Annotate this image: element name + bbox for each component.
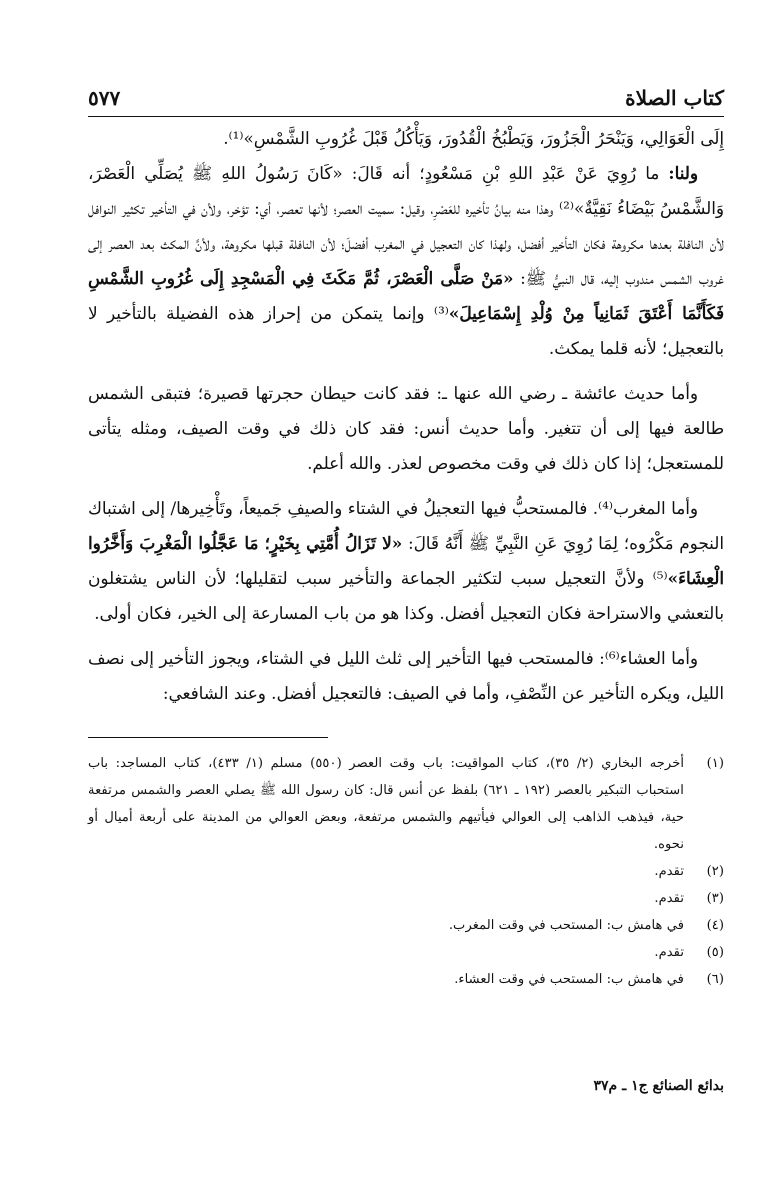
hadith-quote: «مَنْ صَلَّى الْعَصْرَ، ثُمَّ مَكَثَ فِي الْمَسْجِدِ إِلَى غُرُوبِ الشَّمْسِ فَكَأَنَّمَا أَعْتَقَ ثَمَانِياً مِنْ وُلْدِ إِسْمَاعِيلَ» bbox=[88, 268, 724, 323]
paragraph-aisha-hadith: وأما حديث عائشة ـ رضي الله عنها ـ: فقد كانت حيطان حجرتها قصيرة؛ فتبقى الشمس طالعة فيها إلى أن تتغير. وأما حديث أنس: فقد كان ذلك في وقت الصيف، ومثله يتأتى للمستعجل؛ إذا كان ذلك في وقت مخصوص لعذر. والله أعلم. bbox=[88, 383, 724, 473]
footnote-text: تقدم. bbox=[654, 864, 684, 879]
paragraph-text: ⁽⁵⁾ ولأنَّ التعجيل سبب لتكثير الجماعة والتأخير سبب لتقليلها؛ لأن الناس يشتغلون بالتعشي والاستراحة فكان التعجيل أفضل. وكذا هو من باب المسارعة إلى الخير، فكان أولى. bbox=[88, 568, 724, 623]
footnote-number: (٤) bbox=[706, 918, 724, 933]
page-number: ٥٧٧ bbox=[88, 86, 121, 110]
paragraph-text: ما رُوِيَ عَنْ عَبْدِ اللهِ بْنِ مَسْعُودٍ؛ أنه قَالَ: «كَانَ رَسُولُ اللهِ ﷺ يُصَلِّي الْعَصْرَ، وَالشَّمْسُ بَيْضَاءُ نَقِيَّةٌ»⁽²⁾ وهذا منه بيانُ تأخيره للعَصْرِ، وقيل: سميت العصر؛ لأنها تعصر، أي: تؤخر، ولأن في التأخير تكثير النوافل لأن النافلة بعدها مكروهة فكان التأخير أفضل، ولهذا كان التعجيل في المغرب أفضلَ؛ لأن النافلة قبلها مكروهة، ولأنَّ المكث بعد العصر إلى غروب الشمس مندوب إليه، قال النبيُّ ﷺ: bbox=[88, 163, 724, 288]
footnote-number: (٦) bbox=[706, 972, 724, 987]
footnotes bbox=[88, 750, 724, 993]
main-text bbox=[88, 121, 724, 993]
volume-footer: بدائع الصنائع ج١ ـ م٣٧ bbox=[593, 1078, 724, 1094]
footnote-text: في هامش ب: المستحب في وقت العشاء. bbox=[454, 972, 684, 987]
footnote-text: أخرجه البخاري (٢/ ٣٥)، كتاب المواقيت: باب وقت العصر (٥٥٠) مسلم (١/ ٤٣٣)، كتاب المساجد: باب استحباب التبكير بالعصر (١٩٢ ـ ٦٢١) بلفظ عن أنس قال: كان رسول الله ﷺ يصلي العصر والشمس مرتفعة حية، فيذهب الذاهب إلى العوالي فيأتيهم والشمس مرتفعة، وبعض العوالي من المدينة على أربعة أميال أو نحوه. bbox=[88, 756, 685, 852]
footnote-number: (٣) bbox=[706, 891, 724, 906]
paragraph-isha: وأما العشاء⁽⁶⁾: فالمستحب فيها التأخير إلى ثلث الليل في الشتاء، ويجوز التأخير إلى نصف الليل، ويكره التأخير عن النِّصْفِ، وأما في الصيف: فالتعجيل أفضل. وعند الشافعي: bbox=[88, 648, 724, 703]
paragraph-text: ⁽³⁾ وإنما يتمكن من إحراز هذه الفضيلة بالتأخير لا بالتعجيل؛ لأنه قلما يمكث. bbox=[88, 303, 724, 358]
footnote bbox=[88, 885, 724, 912]
footnote bbox=[88, 966, 724, 993]
paragraph-continuation: إِلَى الْعَوَالِي، وَيَنْحَرُ الْجَزُورَ، وَيَطْبُخُ الْقُدُورَ، وَيَأْكُلُ قَبْلَ غُرُوبِ الشَّمْسِ»⁽¹⁾. bbox=[223, 128, 724, 148]
footnote-text: في هامش ب: المستحب في وقت المغرب. bbox=[448, 918, 684, 933]
footnote-number: (١) bbox=[706, 756, 724, 771]
paragraph-our-evidence bbox=[88, 156, 724, 366]
footnote-number: (٢) bbox=[706, 864, 724, 879]
paragraph-maghrib bbox=[88, 491, 724, 631]
footnote-text: تقدم. bbox=[654, 891, 684, 906]
footnote-number: (٥) bbox=[706, 945, 724, 960]
footnote bbox=[88, 750, 724, 858]
book-title: كتاب الصلاة bbox=[625, 86, 724, 110]
paragraph-text: وأما المغرب⁽⁴⁾. فالمستحبُّ فيها التعجيلُ في الشتاء والصيفِ جَميعاً، وتَأْخِيرها/ إلى اشتباك النجوم مَكْرُوه؛ لِمَا رُوِيَ عَنِ النَّبِيِّ ﷺ أَنَّهُ قَالَ: bbox=[88, 498, 724, 553]
footnote bbox=[88, 912, 724, 939]
footnote bbox=[88, 858, 724, 885]
footnote-divider bbox=[88, 737, 328, 738]
maghrib-section bbox=[88, 491, 724, 631]
footnote bbox=[88, 939, 724, 966]
paragraph-lead: ولنا: bbox=[668, 163, 698, 183]
footnote-text: تقدم. bbox=[654, 945, 684, 960]
hadith-quote: «لا تَزَالُ أُمَّتِي بِخَيْرٍ؛ مَا عَجَّلُوا الْمَغْرِبَ وَأَخَّرُوا الْعِشَاءَ» bbox=[88, 533, 724, 588]
page bbox=[88, 76, 724, 993]
running-header bbox=[88, 76, 724, 117]
